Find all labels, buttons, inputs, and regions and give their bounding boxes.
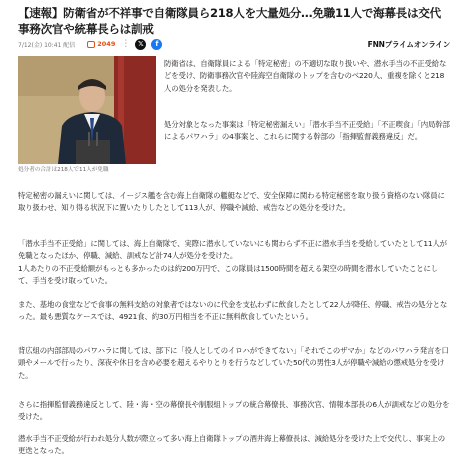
article-paragraph: 特定秘密の漏えいに関しては、イージス艦を含む海上自衛隊の艦艇などで、安全保障に関わる特定秘密を取り扱う資格のない隊員に取り扱わせ、知り得る状況下に置いたりしたとして113人が、停職や減給、戒告などの処分を受けた。 xyxy=(18,191,445,213)
article-paragraph: 潜水手当不正受給が行われ処分人数が際立って多い海上自衛隊トップの酒井海上幕僚長は、減給処分を受けた上で交代し、事実上の更迭となった。 xyxy=(18,434,445,456)
facebook-icon[interactable]: f xyxy=(151,39,162,50)
article-paragraph: さらに指揮監督義務違反として、陸・海・空の幕僚長や制服組トップの統合幕僚長、事務次官、情報本部長の6人が訓戒などの処分を受けた。 xyxy=(18,400,450,422)
article-paragraph: 1人あたりの不正受給額がもっとも多かったのは約200万円で、この隊員は1500時間を超える架空の時間を潜水していたことにして、手当を受け取っていた。 xyxy=(18,264,439,286)
share-buttons xyxy=(121,39,162,50)
more-options-icon[interactable]: ⋮ xyxy=(121,39,131,49)
source-logo[interactable]: FNNプライムオンライン xyxy=(367,39,450,49)
x-logo-icon[interactable]: 𝕏 xyxy=(135,39,146,50)
article-meta xyxy=(18,37,450,51)
article-headline: 【速報】防衛省が不祥事で自衛隊員ら218人を大量処分…免職11人で海幕長は交代 事務次官や統幕長らは訓戒 xyxy=(18,6,453,36)
comment-icon xyxy=(87,41,95,48)
comment-count: 2049 xyxy=(97,40,116,48)
comment-count-button[interactable] xyxy=(87,40,115,48)
article-paragraph: 背広組の内部部局のパワハラに関しては、部下に「役人としてのイロハができてない」「それでこのザマか」などのパワハラ発言を口頭やメールで行ったり、深夜や休日を含め必要を超えるやりとりを行うなどしていた50代の男性3人が停職や減給の懲戒処分を受けた。 xyxy=(18,346,449,380)
photo-caption: 処分者の合計は218人で11人が免職 xyxy=(18,167,109,173)
article-paragraph: 「潜水手当不正受給」に関しては、海上自衛隊で、実際に潜水していないにも関わらず不正に潜水手当を受給していたとして11人が免職となったほか、停職、減給、訓戒など計74人が処分を受けた。 xyxy=(18,239,447,261)
article-photo xyxy=(18,56,156,164)
publish-date: 7/12(金) 10:41 配信 xyxy=(18,41,76,49)
article-paragraph: 処分対象となった事案は「特定秘密漏えい」「潜水手当不正受給」「不正喫食」「内局幹部によるパワハラ」の4事案と、これらに関する幹部の「指揮監督義務違反」だ。 xyxy=(164,120,450,142)
article-paragraph: また、基地の食堂などで食事の無料支給の対象者ではないのに代金を支払わずに飲食したとして22人が降任、停職、戒告の処分となった。最も悪質なケースでは、4921食、約30万円相当を不正に無料飲食していたという。 xyxy=(18,300,448,322)
press-conference-image xyxy=(18,56,156,164)
article-paragraph: 防衛省は、自衛隊員による「特定秘密」の不適切な取り扱いや、潜水手当の不正受給などを受け、防衛事務次官や陸海空自衛隊のトップを含むのべ220人、重複を除くと218人の処分を発表した。 xyxy=(164,59,447,93)
